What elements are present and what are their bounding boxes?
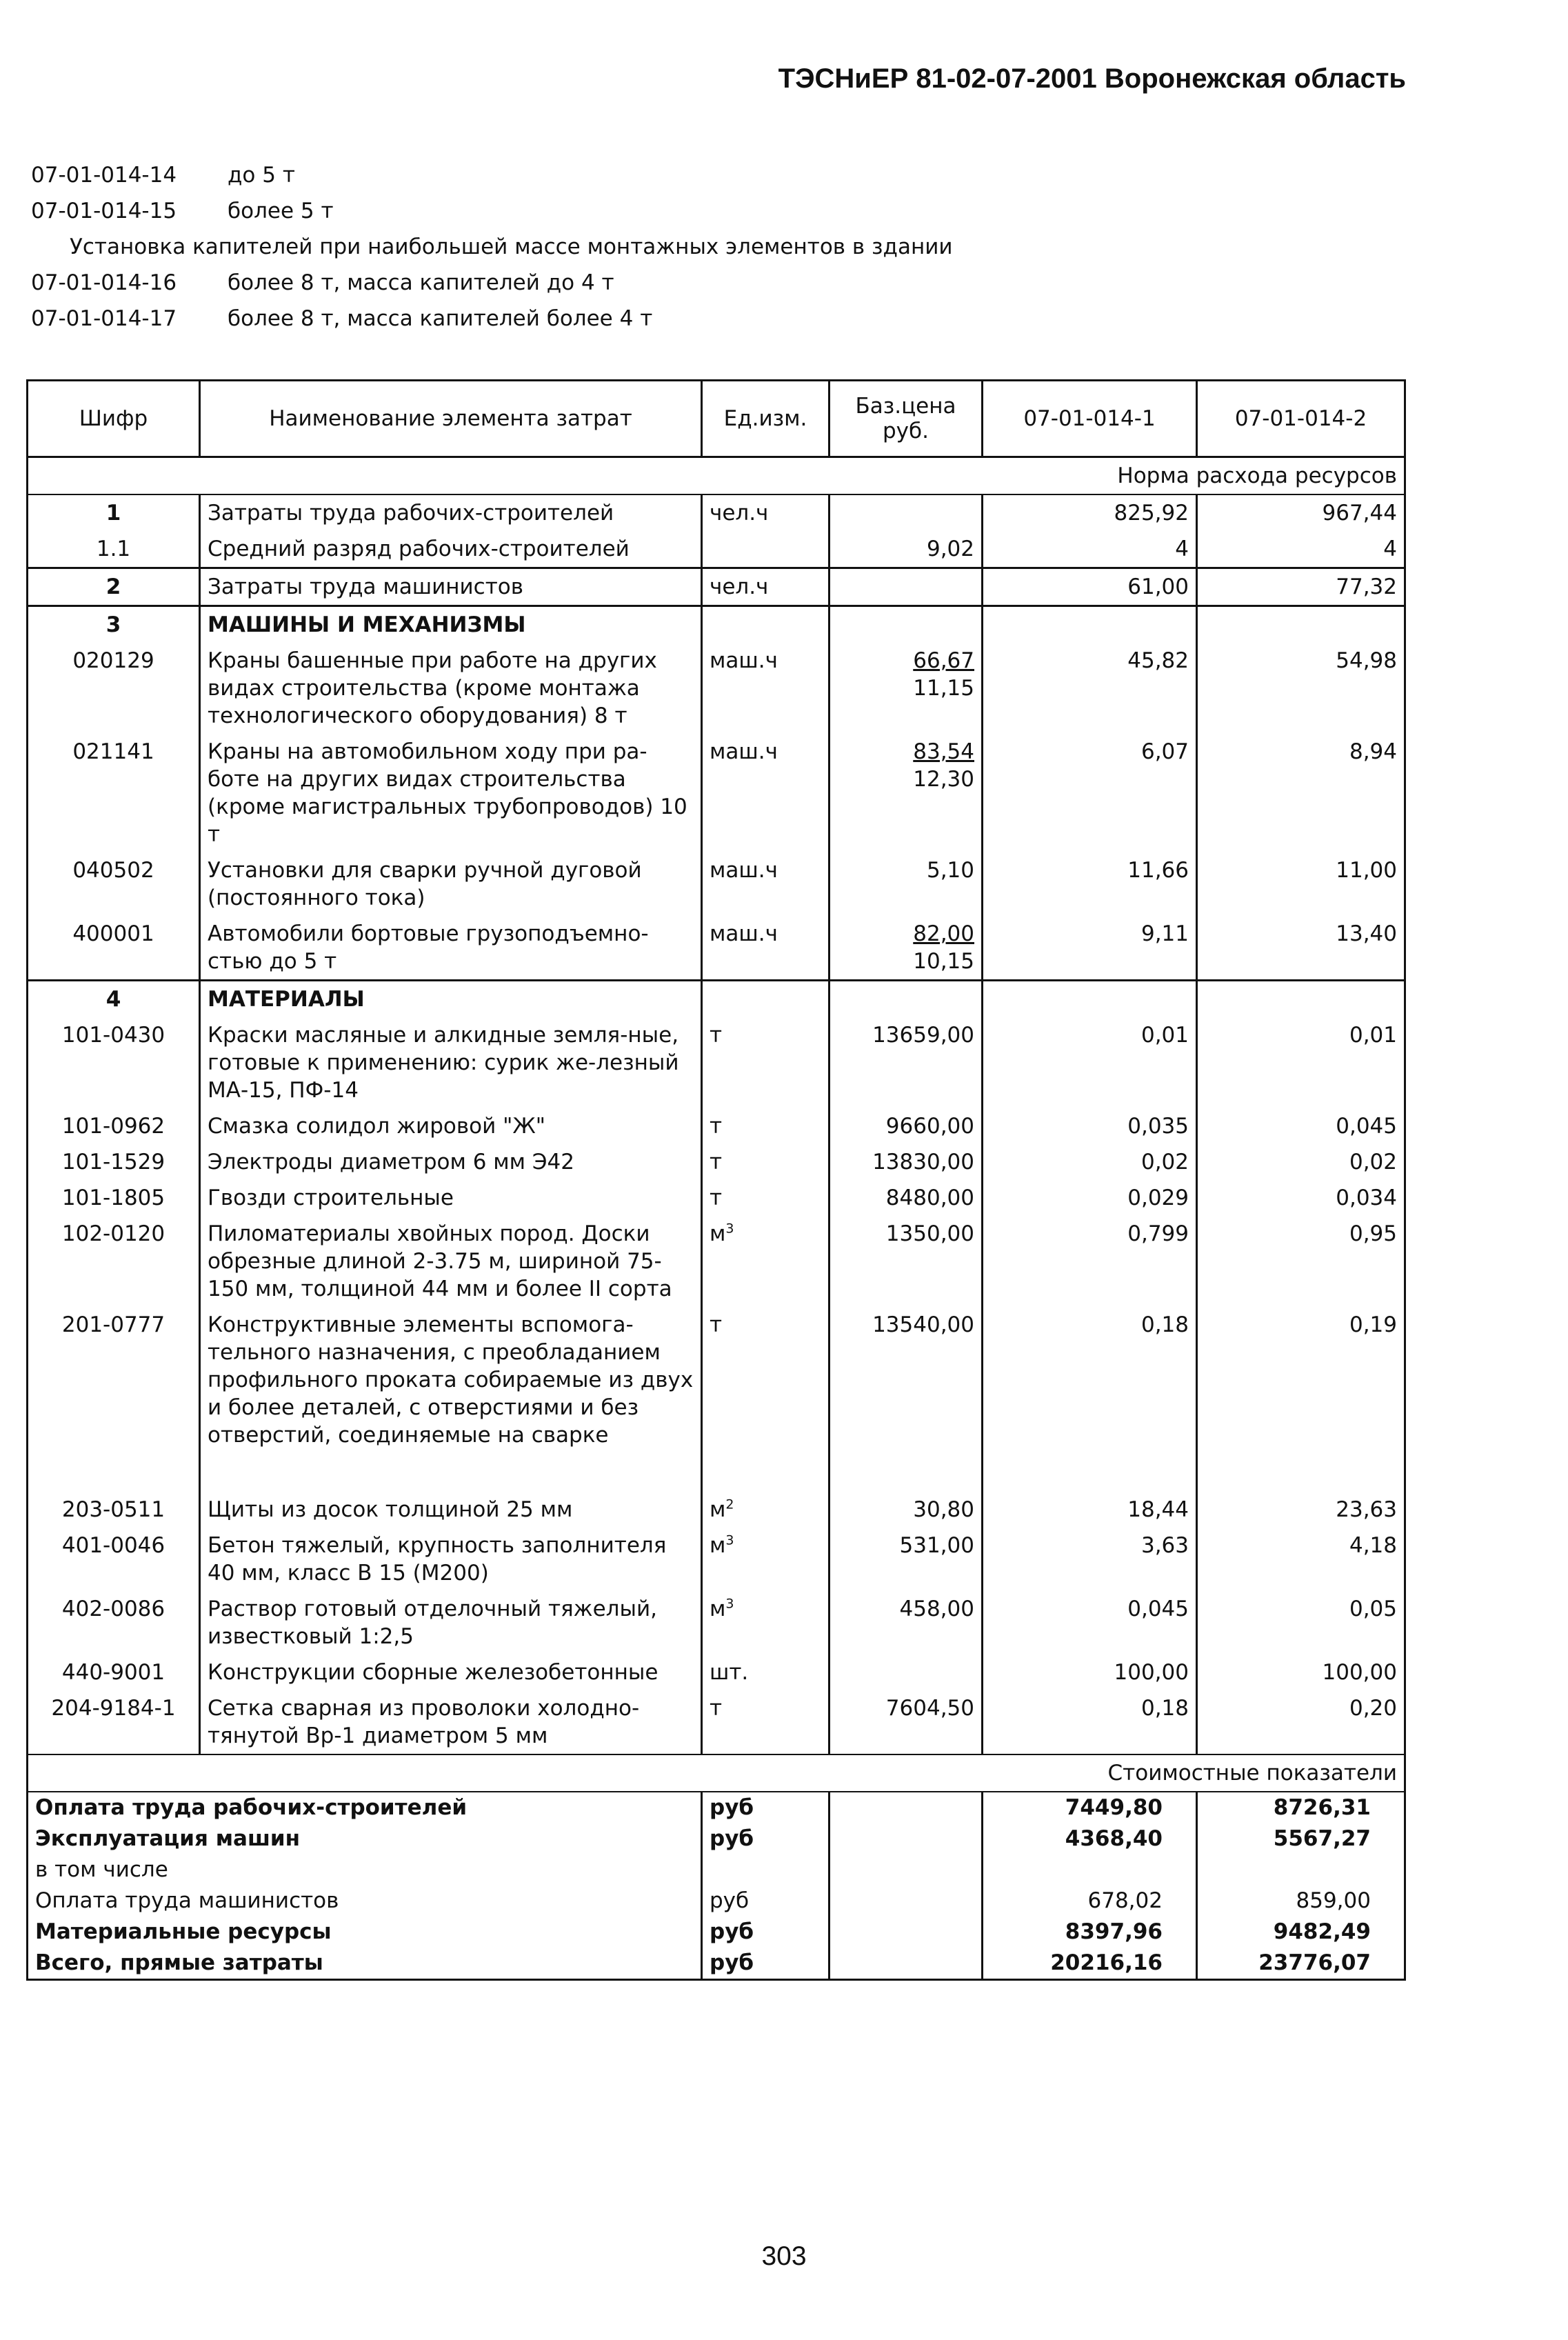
cost-row: Всего, прямые затраты руб 20216,16 23776,07 <box>28 1948 1405 1980</box>
table-row: 2 Затраты труда машинистов чел.ч 61,00 77,32 <box>28 568 1405 606</box>
table-row: 204-9184-1 Сетка сварная из проволоки холодно-тянутой Вр-1 диаметром 5 мм т 7604,50 0,18 0,20 <box>28 1690 1405 1754</box>
norm-caption-row <box>28 457 1405 495</box>
cost-row: Материальные ресурсы руб 8397,96 9482,49 <box>28 1917 1405 1948</box>
code-caption: Установка капителей при наибольшей массе монтажных элементов в здании <box>70 234 953 259</box>
table-row: 203-0511 Щиты из досок толщиной 25 мм $м^2$ 30,80 18,44 23,63 <box>28 1492 1405 1528</box>
table-row: 1 Затраты труда рабочих-строителей чел.ч 825,92 967,44 <box>28 494 1405 531</box>
table-row: 401-0046 Бетон тяжелый, крупность заполнителя 40 мм, класс В 15 (М200) $м^3$ 531,00 3,63 4,18 <box>28 1528 1405 1591</box>
code-line: 07-01-014-14 до 5 т <box>31 163 295 188</box>
header-price: Баз.цена руб. <box>830 381 983 457</box>
code-list <box>31 157 953 337</box>
cost-row: Оплата труда рабочих-строителей руб 7449,80 8726,31 <box>28 1792 1405 1823</box>
header-code: Шифр <box>28 381 200 457</box>
table-header <box>28 381 1405 457</box>
cost-row: Оплата труда машинистов руб 678,02 859,00 <box>28 1886 1405 1917</box>
table-row: 021141 Краны на автомобильном ходу при ра-боте на других видах строительства (кроме магистральных трубопроводов) 10 т маш.ч 83,54 12,30 6,07 8,94 <box>28 734 1405 852</box>
header-col2: 07-01-014-2 <box>1197 381 1405 457</box>
header-unit: Ед.изм. <box>702 381 830 457</box>
section-row: 4 МАТЕРИАЛЫ <box>28 981 1405 1018</box>
code-line: 07-01-014-15 более 5 т <box>31 199 334 223</box>
cost-caption-row <box>28 1754 1405 1792</box>
table-row: 101-0430 Краски масляные и алкидные земля-ные, готовые к применению: сурик же-лезный МА-15, ПФ-14 т 13659,00 0,01 0,01 <box>28 1017 1405 1108</box>
code-line: 07-01-014-16 более 8 т, масса капителей до 4 т <box>31 270 614 295</box>
table-row: 402-0086 Раствор готовый отделочный тяжелый, известковый 1:2,5 $м^3$ 458,00 0,045 0,05 <box>28 1591 1405 1654</box>
document-title: ТЭСНиЕР 81-02-07-2001 Воронежская область <box>778 63 1406 94</box>
cost-row: в том числе <box>28 1854 1405 1886</box>
table-row: 1.1 Средний разряд рабочих-строителей 9,02 4 4 <box>28 531 1405 568</box>
cost-caption: Стоимостные показатели <box>28 1754 1405 1792</box>
spacer-row <box>28 1453 1405 1492</box>
cost-row: Эксплуатация машин руб 4368,40 5567,27 <box>28 1823 1405 1854</box>
section-row: 3 МАШИНЫ И МЕХАНИЗМЫ <box>28 606 1405 643</box>
page-number: 303 <box>761 2241 807 2271</box>
table-row: 201-0777 Конструктивные элементы вспомога-тельного назначения, с преобладанием профильного проката собираемые из двух и более деталей, с отверстиями и без отверстий, соединяемые на сварке т 13540,00 0,18 0,19 <box>28 1307 1405 1453</box>
table-row: 101-1529 Электроды диаметром 6 мм Э42 т 13830,00 0,02 0,02 <box>28 1144 1405 1180</box>
resource-table <box>26 379 1406 1981</box>
code-line: 07-01-014-17 более 8 т, масса капителей более 4 т <box>31 306 653 331</box>
table-row: 440-9001 Конструкции сборные железобетонные шт. 100,00 100,00 <box>28 1654 1405 1690</box>
header-col1: 07-01-014-1 <box>983 381 1197 457</box>
table-row: 101-0962 Смазка солидол жировой "Ж" т 9660,00 0,035 0,045 <box>28 1108 1405 1144</box>
table-row: 040502 Установки для сварки ручной дуговой (постоянного тока) маш.ч 5,10 11,66 11,00 <box>28 852 1405 916</box>
table-row: 101-1805 Гвозди строительные т 8480,00 0,029 0,034 <box>28 1180 1405 1216</box>
table-row: 400001 Автомобили бортовые грузоподъемно-стью до 5 т маш.ч 82,00 10,15 9,11 13,40 <box>28 916 1405 981</box>
norm-caption: Норма расхода ресурсов <box>28 457 1405 495</box>
header-name: Наименование элемента затрат <box>200 381 702 457</box>
table-row: 102-0120 Пиломатериалы хвойных пород. Доски обрезные длиной 2-3.75 м, шириной 75-150 мм, толщиной 44 мм и более II сорта $м^3$ 1350,00 0,799 0,95 <box>28 1216 1405 1307</box>
table-row: 020129 Краны башенные при работе на других видах строительства (кроме монтажа технологического оборудования) 8 т маш.ч 66,67 11,15 45,82 54,98 <box>28 643 1405 734</box>
